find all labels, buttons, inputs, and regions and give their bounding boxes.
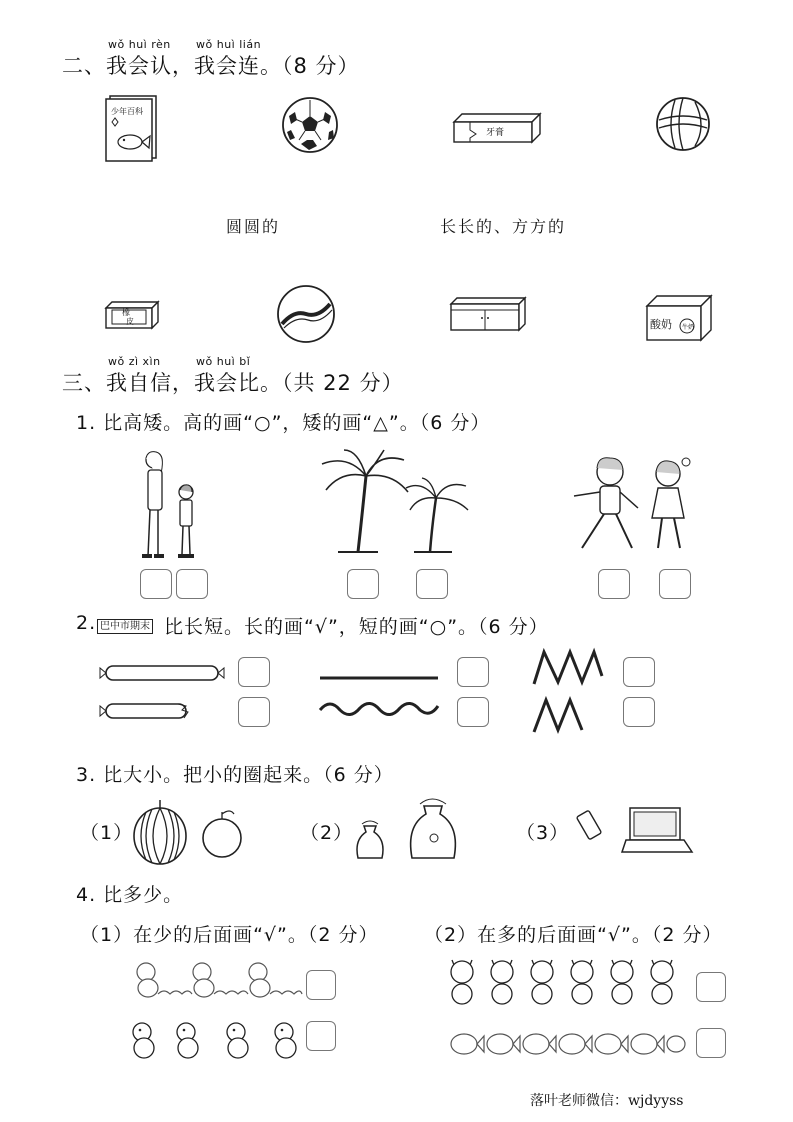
answer-box-girl-kid[interactable] [659, 569, 691, 599]
palm-trees-image [318, 446, 474, 556]
chicks-image [128, 1018, 300, 1062]
phone-and-laptop-image [574, 804, 694, 856]
zigzag-sticks-image [530, 648, 606, 734]
book-label: 少年百科 [111, 107, 143, 116]
q4-sub2: （2）在多的后面画“√”。（2 分） [424, 924, 723, 946]
q2-number: 2. [76, 612, 97, 634]
answer-box-wavy-rope[interactable] [457, 697, 489, 727]
answer-box-boy[interactable] [176, 569, 208, 599]
answer-box-straight-rope[interactable] [457, 657, 489, 687]
soccer-ball-image [281, 96, 339, 154]
label-round: 圆圆的 [226, 217, 281, 236]
kids-image [568, 452, 698, 556]
book-image [104, 94, 160, 162]
answer-box-long-sausage[interactable] [238, 657, 270, 687]
answer-box-woman[interactable] [140, 569, 172, 599]
q3-part2-label: （2） [300, 822, 354, 844]
ropes-image [318, 668, 440, 720]
q4-title: 4. 比多少。 [76, 884, 184, 906]
eraser-image [102, 300, 160, 332]
answer-box-fish[interactable] [696, 1028, 726, 1058]
footer-text: 落叶老师微信：wjdyyss [530, 1093, 684, 1109]
q3-part3-label: （3） [516, 822, 570, 844]
answer-box-boy-kid[interactable] [598, 569, 630, 599]
q3-title: 3. 比大小。把小的圈起来。（6 分） [76, 764, 394, 786]
cabinet-image [449, 296, 527, 332]
answer-box-cats[interactable] [696, 972, 726, 1002]
q1-title: 1. 比高矮。高的画“○”，矮的画“△”。（6 分） [76, 412, 491, 434]
pinyin-1: wǒ huì rèn [108, 38, 171, 51]
answer-box-short-sausage[interactable] [238, 697, 270, 727]
q3-part1-label: （1） [80, 822, 134, 844]
pinyin-3: wǒ zì xìn [108, 355, 161, 368]
eraser-label-2: 皮 [126, 317, 134, 326]
fish-image [450, 1026, 690, 1062]
answer-box-short-tree[interactable] [416, 569, 448, 599]
answer-box-short-zigzag[interactable] [623, 697, 655, 727]
answer-box-chicks[interactable] [306, 1021, 336, 1051]
section2-title: 二、我会认，我会连。（8 分） [62, 54, 360, 78]
bags-image [352, 792, 464, 862]
chicks-with-worms-image [134, 958, 304, 1004]
milk-box-image [645, 294, 713, 342]
q4-sub1: （1）在少的后面画“√”。（2 分） [80, 924, 379, 946]
milk-badge: 牛奶 [682, 324, 695, 331]
toothpaste-label: 牙膏 [486, 128, 505, 138]
answer-box-tall-tree[interactable] [347, 569, 379, 599]
pinyin-2: wǒ huì lián [196, 38, 262, 51]
answer-box-long-zigzag[interactable] [623, 657, 655, 687]
q2-stamp: 巴中市期末 [97, 619, 153, 634]
q2-title: 比长短。长的画“√”，短的画“○”。（6 分） [164, 616, 549, 638]
ball-image [276, 284, 336, 344]
answer-box-worms[interactable] [306, 970, 336, 1000]
eraser-label-1: 橡 [122, 308, 130, 317]
q2-stamp-wrap [97, 616, 153, 635]
woman-and-boy-image [134, 450, 204, 562]
milk-label: 酸奶 [650, 318, 672, 331]
label-long-square: 长长的、方方的 [440, 217, 567, 236]
sausages-image [98, 660, 226, 724]
volleyball-image [655, 96, 711, 152]
pinyin-4: wǒ huì bǐ [196, 355, 251, 368]
watermelon-and-orange-image [132, 796, 244, 866]
section3-title: 三、我自信，我会比。（共 22 分） [62, 371, 404, 395]
toothpaste-box-image [452, 112, 542, 144]
cats-image [446, 954, 686, 1006]
